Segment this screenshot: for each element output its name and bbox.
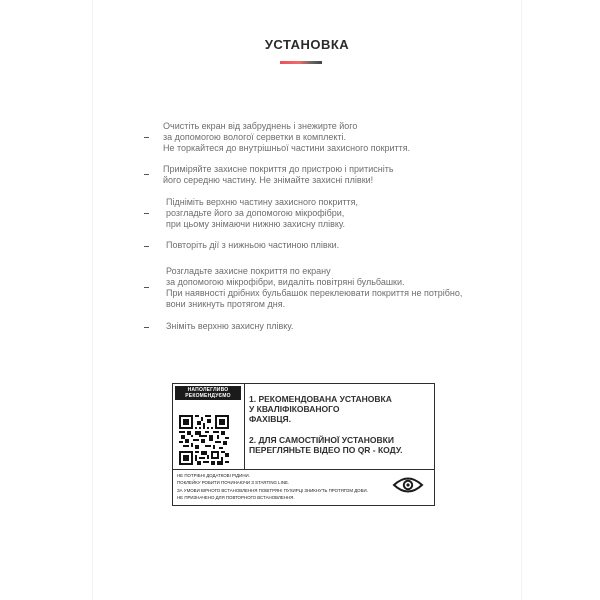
step-dash xyxy=(144,137,149,138)
step-dash xyxy=(144,174,149,175)
instruction-page xyxy=(93,0,521,600)
qr-code-icon[interactable] xyxy=(179,415,229,465)
recommendation-self-install xyxy=(249,435,402,455)
step-line: Приміряйте захисне покриття до пристрою і притисніть xyxy=(163,164,394,174)
rec-line: 2. ДЛЯ САМОСТІЙНОЇ УСТАНОВКИ xyxy=(249,435,394,445)
step-dash xyxy=(144,246,149,247)
box-horizontal-divider xyxy=(173,469,434,470)
step-dash xyxy=(144,213,149,214)
recommend-badge xyxy=(175,386,241,400)
step-dash xyxy=(144,327,149,328)
step-line: Підніміть верхню частину захисного покриття, xyxy=(166,197,359,207)
rec-line: 1. РЕКОМЕНДОВАНА УСТАНОВКА xyxy=(249,394,392,404)
fine-print: ПОКЛЕЙКУ РОБИТИ ПОЧИНАЮЧИ З STARTING LINE. xyxy=(177,480,290,485)
rec-line: ПЕРЕГЛЯНЬТЕ ВІДЕО ПО QR - КОДУ. xyxy=(249,445,403,455)
box-vertical-divider xyxy=(244,384,245,469)
step-line: Зніміть верхню захисну плівку. xyxy=(166,321,294,331)
step-line: при цьому знімаючи нижню захисну плівку. xyxy=(166,219,346,229)
step-line: При наявності дрібних бульбашок переклеювати покриття не потрібно, xyxy=(166,288,463,298)
step-line: за допомогою вологої серветки в комплекті. xyxy=(163,132,347,142)
step-line: за допомогою мікрофібри, видаліть повітряні бульбашки. xyxy=(166,277,405,287)
step-line: Очистіть екран від забруднень і знежирте його xyxy=(163,121,358,131)
step-line: Повторіть дії з нижньою частиною плівки. xyxy=(166,240,340,250)
step-line: розгладьте його за допомогою мікрофібри, xyxy=(166,208,345,218)
step-dash xyxy=(144,287,149,288)
badge-line: НАПОЛЕГЛИВО xyxy=(187,387,229,393)
title-accent-rule xyxy=(280,61,322,64)
recommendation-professional xyxy=(249,394,392,424)
step-line: його середню частину. Не знімайте захисні плівки! xyxy=(163,175,374,185)
step-line: Не торкайтеся до внутрішньої частини захисного покриття. xyxy=(163,143,411,153)
rec-line: У КВАЛІФІКОВАНОГО xyxy=(249,404,340,414)
eye-icon xyxy=(392,476,424,494)
step-line: вони зникнуть протягом дня. xyxy=(166,299,286,309)
step-line: Розгладьте захисне покриття по екрану xyxy=(166,266,331,276)
fine-print: НЕ ПРИЗНАЧЕНО ДЛЯ ПОВТОРНОГО ВСТАНОВЛЕННЯ. xyxy=(177,495,295,500)
badge-line: РЕКОМЕНДУЄМО xyxy=(185,393,231,399)
page-title: УСТАНОВКА xyxy=(264,37,350,52)
fine-print: ЗА УМОВИ ВІРНОГО ВСТАНОВЛЕННЯ ПОВІТРЯНІ ПУХИРЦІ ЗНИКНУТЬ ПРОТЯГОМ ДОБИ. xyxy=(177,488,368,493)
recommendation-box xyxy=(172,383,435,506)
fine-print: НЕ ПОТРІБНІ ДОДАТКОВІ РІДИНИ. xyxy=(177,473,250,478)
rec-line: ФАХІВЦЯ. xyxy=(249,414,292,424)
